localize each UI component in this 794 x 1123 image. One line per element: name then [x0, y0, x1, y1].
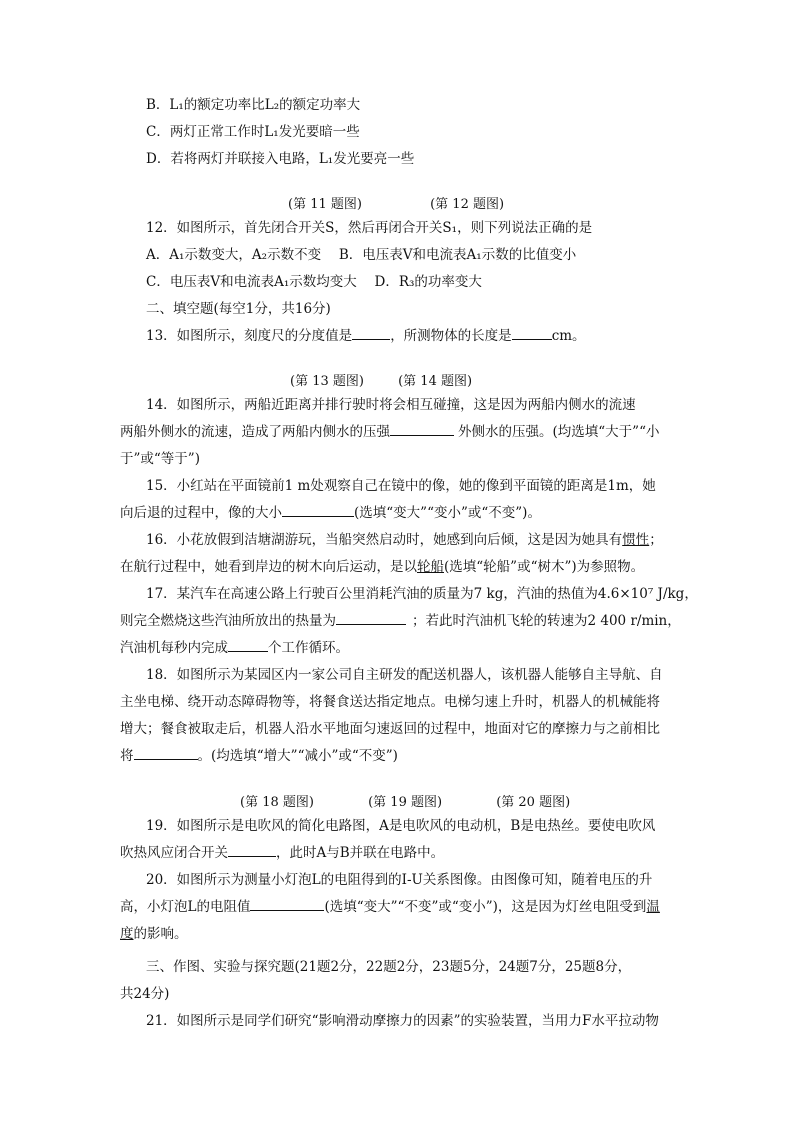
figure-captions-18-20: [240, 791, 570, 810]
answer-blank: [352, 327, 390, 340]
figure-captions-11-12: [288, 193, 504, 212]
q20-line1: 20．如图所示为测量小灯泡L的电阻得到的I-U关系图像。由图像可知，随着电压的升: [146, 872, 653, 888]
caption-18: (第 18 题图): [240, 795, 314, 810]
q19-line1: 19．如图所示是电吹风的简化电路图，A是电吹风的电动机，B是电热丝。要使电吹风: [146, 818, 656, 834]
section-2-heading: 二、填空题(每空1分，共16分): [146, 301, 331, 317]
answer-blank: [250, 898, 324, 911]
q14-line1: 14．如图所示，两船近距离并排行驶时将会相互碰撞，这是因为两船内侧水的流速: [146, 397, 636, 413]
q15-line2: 向后退的过程中，像的大小 (选填“变大”“变小”或“不变”)。: [120, 505, 541, 521]
figure-captions-13-14: [290, 370, 472, 389]
q14-line2: 两船外侧水的流速，造成了两船内侧水的压强 外侧水的压强。(均选填“大于”“小: [120, 424, 660, 440]
answer-blank: [134, 747, 198, 760]
q18-line4: 将 。(均选填“增大”“减小”或“不变”): [120, 748, 398, 764]
q20-line2: 高，小灯泡L的电阻值 (选填“变大”“不变”或“变小”)，这是因为灯丝电阻受到温: [120, 899, 660, 915]
q21-line1: 21．如图所示是同学们研究“影响滑动摩擦力的因素”的实验装置，当用力F水平拉动物: [146, 1013, 659, 1029]
option-b: B．L₁的额定功率比L₂的额定功率大: [146, 97, 361, 113]
q17-line2: 则完全燃烧这些汽油所放出的热量为 ；若此时汽油机飞轮的转速为2 400 r/min，: [120, 613, 681, 629]
answer-blank: [282, 504, 354, 517]
caption-12: (第 12 题图): [430, 197, 505, 212]
option-c: C．两灯正常工作时L₁发光要暗一些: [146, 124, 360, 140]
q13: 13．如图所示，刻度尺的分度值是 ，所测物体的长度是 cm。: [146, 328, 586, 344]
caption-20: (第 20 题图): [496, 795, 571, 810]
q19-line2: 吹热风应闭合开关 ，此时A与B并联在电路中。: [120, 845, 445, 861]
caption-19: (第 19 题图): [368, 795, 443, 810]
filled-answer: 温: [646, 899, 660, 915]
q18-line2: 主坐电梯、绕开动态障碍物等，将餐食送达指定地点。电梯匀速上升时，机器人的机械能将: [120, 694, 660, 710]
q12-stem: 12．如图所示，首先闭合开关S，然后再闭合开关S₁，则下列说法正确的是: [146, 220, 593, 236]
q17-line1: 17．某汽车在高速公路上行驶百公里消耗汽油的质量为7 kg，汽油的热值为4.6×10⁷ J/kg，: [146, 586, 698, 602]
answer-blank: [228, 639, 268, 652]
section-3-heading-line2: 共24分): [120, 986, 170, 1002]
answer-blank: [336, 612, 406, 625]
filled-answer: 惯性: [622, 532, 650, 548]
q12-options-ab: A．A₁示数变大，A₂示数不变 B．电压表V和电流表A₁示数的比值变小: [146, 247, 577, 263]
answer-blank: [512, 327, 552, 340]
answer-blank: [228, 844, 276, 857]
option-d: D．若将两灯并联接入电路，L₁发光要亮一些: [146, 151, 415, 167]
q18-line1: 18．如图所示为某园区内一家公司自主研发的配送机器人，该机器人能够自主导航、自: [146, 667, 663, 683]
section-3-heading-line1: 三、作图、实验与探究题(21题2分，22题2分，23题5分，24题7分，25题8分，: [146, 959, 632, 975]
q20-line3: 度的影响。: [120, 926, 188, 942]
caption-13: (第 13 题图): [290, 374, 364, 389]
filled-answer: 轮船: [417, 559, 444, 575]
q16-line1: 16．小花放假到洁塘湖游玩，当船突然启动时，她感到向后倾，这是因为她具有惯性；: [146, 532, 663, 548]
q15-line1: 15．小红站在平面镜前1 m处观察自己在镜中的像，她的像到平面镜的距离是1m，她: [146, 478, 656, 494]
q12-options-cd: C．电压表V和电流表A₁示数均变大 D．R₃的功率变大: [146, 274, 482, 290]
q14-line3: 于”或“等于”): [120, 451, 200, 467]
answer-blank: [390, 423, 454, 436]
filled-answer: 度: [120, 926, 134, 942]
q18-line3: 增大；餐食被取走后，机器人沿水平地面匀速返回的过程中，地面对它的摩擦力与之前相比: [120, 721, 660, 737]
caption-14: (第 14 题图): [398, 374, 473, 389]
q17-line3: 汽油机每秒内完成 个工作循环。: [120, 640, 349, 656]
q16-line2: 在航行过程中，她看到岸边的树木向后运动，是以轮船(选填“轮船”或“树木”)为参照物。: [120, 559, 645, 575]
caption-11: (第 11 题图): [288, 197, 362, 212]
